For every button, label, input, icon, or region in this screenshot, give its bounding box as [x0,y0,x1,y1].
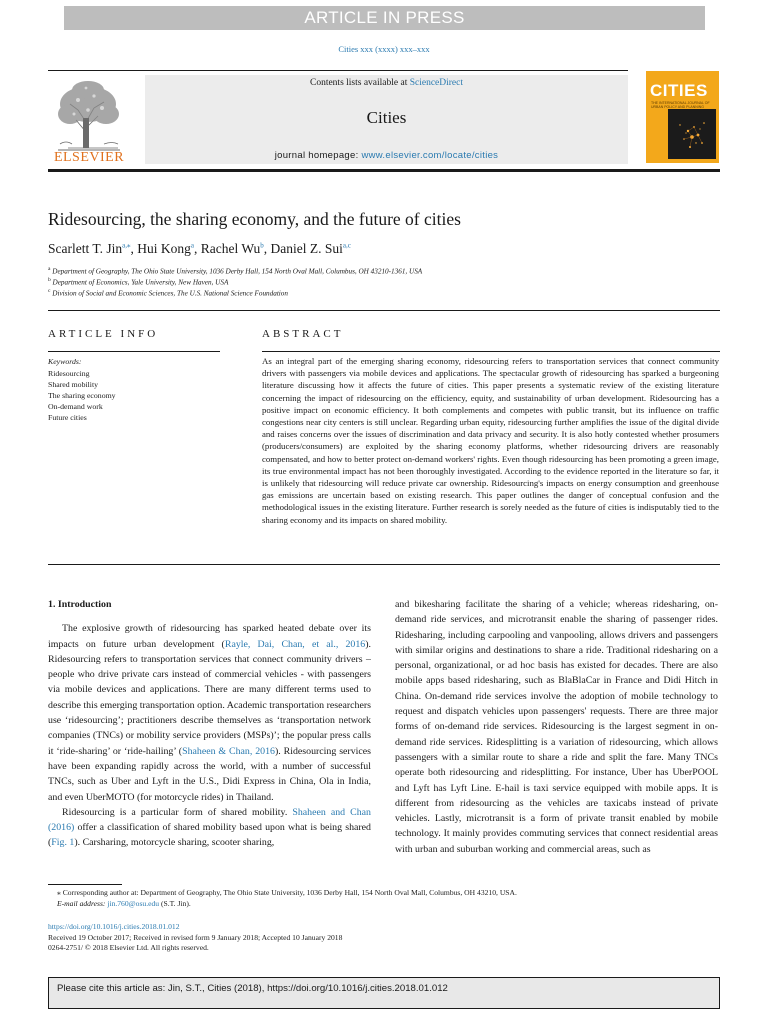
body-paragraph: The explosive growth of ridesourcing has sparked heated debate over its impacts on future urban development (Rayle, Dai, Chan, et al., 2016). Ridesourcing refers to transportation services that connect community drivers – people who drive private cars instead of commercial vehicles - with passengers via mobile devices and applications. There are many different terms used to describe this emerging transportation option. Academic transportation researchers use ‘ridesourcing’; practitioners describe themselves as ‘transportation network companies (TNCs) or mobility service providers (MSPs)’; the popular press calls it ‘ride-sharing’ or ‘ride-hailing’ (Shaheen & Chan, 2016). Ridesourcing services have been expanding rapidly across the world, with a number of successful TNCs, such as Uber and Lyft in the U.S., Didi Express in China, Ola in India, and even UberMOTO (for motorcycle rides) in Thailand. [48,623,372,803]
article-info-rule [48,351,220,352]
citation-link[interactable]: Rayle, Dai, Chan, et al., 2016 [224,638,366,650]
cover-title: CITIES [650,81,708,100]
author-list: Scarlett T. Jin$^{a,⁎}$, Hui Kong$^a$, Rachel Wu$^b$, Daniel Z. Sui$^{a,c}$ [48,241,351,256]
keyword: Future cities [48,413,87,423]
journal-citation-line[interactable]: Cities xxx (xxxx) xxx–xxx [338,44,430,54]
corresponding-author-note: ⁎ Corresponding author at: Department of Geography, The Ohio State University, 1036 Derby Hall, 154 North Oval Mall, Columbus, OH 43210, USA. [57,888,517,897]
article-in-press-banner: ARTICLE IN PRESS [64,6,705,30]
header-top-rule [48,70,628,71]
journal-cover-thumbnail[interactable] [646,71,719,163]
cover-city-lights-image [668,109,716,159]
author[interactable]: Hui Kong$^a$ [137,241,194,256]
figure-link[interactable]: Fig. 1 [51,837,75,849]
body-paragraph: Ridesourcing is a particular form of shared mobility. Shaheen and Chan (2016) offer a classification of shared mobility based upon what is being shared (Fig. 1). Carsharing, motorcycle sharing, scooter sharing, [48,806,371,849]
keyword: On-demand work [48,402,103,412]
author[interactable]: Rachel Wu$^b$ [200,241,264,256]
email-note: E-mail address: jin.760@osu.edu (S.T. Jin). [57,899,191,908]
sciencedirect-link[interactable]: ScienceDirect [409,78,463,88]
keywords-list [48,368,116,423]
copyright-line: 0264-2751/ © 2018 Elsevier Ltd. All rights reserved. [48,943,209,952]
article-info-heading: ARTICLE INFO [48,328,159,340]
elsevier-wordmark: ELSEVIER [53,150,125,165]
section-top-rule [48,310,720,311]
affiliation: $^a$ Department of Geography, The Ohio State University, 1036 Derby Hall, 154 North Oval Mall, Columbus, OH 43210-1361, USA [48,266,423,276]
keyword: The sharing economy [48,391,116,401]
article-title: Ridesourcing, the sharing economy, and the future of cities [48,209,461,229]
doi-link[interactable]: https://doi.org/10.1016/j.cities.2018.01.012 [48,922,180,931]
email-link[interactable]: jin.760@osu.edu [107,899,160,908]
keyword: Shared mobility [48,380,99,390]
abstract-text: As an integral part of the emerging sharing economy, ridesourcing refers to transportation services that connect community drivers with passengers via mobile devices and applications. The spectacular growth of ridesourcing has sparked a burgeoning literature discussing how it affects the future of cities. This paper presents a systematic review of the existing literature concerning the impact of ridesourcing on the efficiency, equity, and sustainability of urban development. Ridesourcing has a positive impact on economic efficiency. It both complements and competes with public transit, but its influence on traffic congestions near city centers is still unclear. Regarding urban equity, ridesourcing further amplifies the issue of the digital divide and raises concerns over the issues of discrimination and data privacy and security. It is also hotly contested whether prosumers (producers/consumers) are exploited by the sharing economy platforms, whether ridesourcing drivers are reasonably compensated, and how to better protect on-demand workers' rights. Even though ridesourcing has been promoting a green image, its true environmental impact has not been thoroughly investigated. According to the evidence reported in the literature so far, it is unlikely that ridesourcing will reduce private car ownership. Ridesourcing's impacts on energy consumption and greenhouse gas emissions are uncertain based on existing research. This paper outlines the danger of conceptual confusion and the methodological issues in the existing literature. Further research is sorely needed as the future of cities is indisputably tied to the sharing economy and its impacts on shared mobility. [262,356,719,525]
received-dates: Received 19 October 2017; Received in revised form 9 January 2018; Accepted 10 January 2018 [48,933,343,942]
footnote-rule [48,884,122,885]
keywords-label: Keywords: [48,357,82,366]
journal-homepage-link[interactable]: www.elsevier.com/locate/cities [361,150,499,161]
cover-subtitle: THE INTERNATIONAL JOURNAL OF URBAN POLICY AND PLANNING [651,101,710,109]
affiliation: $^b$ Department of Economics, Yale University, New Haven, USA [48,277,229,287]
abstract-heading: ABSTRACT [262,328,344,340]
body-paragraph: and bikesharing facilitate the sharing of a vehicle; whereas ridesharing, on-demand ride services, and microtransit enable the sharing of passenger rides. Ridesharing, including carpooling and vanpooling, allows drivers and passengers with similar origins and destinations to share a ride. Traditional ridesharing on a personal, organizational, or ad hoc basis has existed for decades. There are also mobile apps based ridesharing, such as BlaBlaCar in France and Didi Hitch in China. On-demand ride services involve the adoption of mobile technology to request and dispatch vehicles upon passengers' requests. There are three major forms of on-demand ride services. Ridesourcing is the largest segment in on-demand ride services. Ridesplitting is a variation of ridesourcing, which allows passengers with a similar route to share a ride and split the fare. Many TNCs operate both ridesourcing and ridesplitting. For instance, Uber has UberPOOL and Lyft has Lyft Line. E-hail is taxi service equipped with mobile apps. It is different from ridesourcing as the vehicles are taxicabs instead of private vehicles. Lastly, microtransit is a form of private transit enabled by mobile technology. It mainly provides commuting services that connect residential areas with urban and suburban working and commercial areas, such as [395,599,718,855]
header-bottom-rule [48,169,720,172]
citation-link[interactable]: Shaheen & Chan, 2016 [182,745,275,757]
author[interactable]: Scarlett T. Jin$^{a,⁎}$ [48,241,131,256]
body-column-right [395,597,718,857]
citation-link[interactable]: Shaheen and Chan (2016) [48,806,371,834]
affiliation: $^c$ Division of Social and Economic Sciences, The U.S. National Science Foundation [48,288,288,298]
journal-name: Cities [366,108,407,127]
body-column-left [48,597,371,851]
body-top-rule [48,564,720,565]
cite-this-article-box: Please cite this article as: Jin, S.T., Cities (2018), https://doi.org/10.1016/j.cities.2018.01.012 [48,977,720,1009]
section-heading-introduction: 1. Introduction [48,599,112,610]
contents-line: Contents lists available at ScienceDirect [309,78,463,88]
keyword: Ridesourcing [48,369,90,378]
journal-homepage-line: journal homepage: www.elsevier.com/locate/cities [274,150,499,161]
author[interactable]: Daniel Z. Sui$^{a,c}$ [270,241,351,256]
abstract-rule [262,351,720,352]
